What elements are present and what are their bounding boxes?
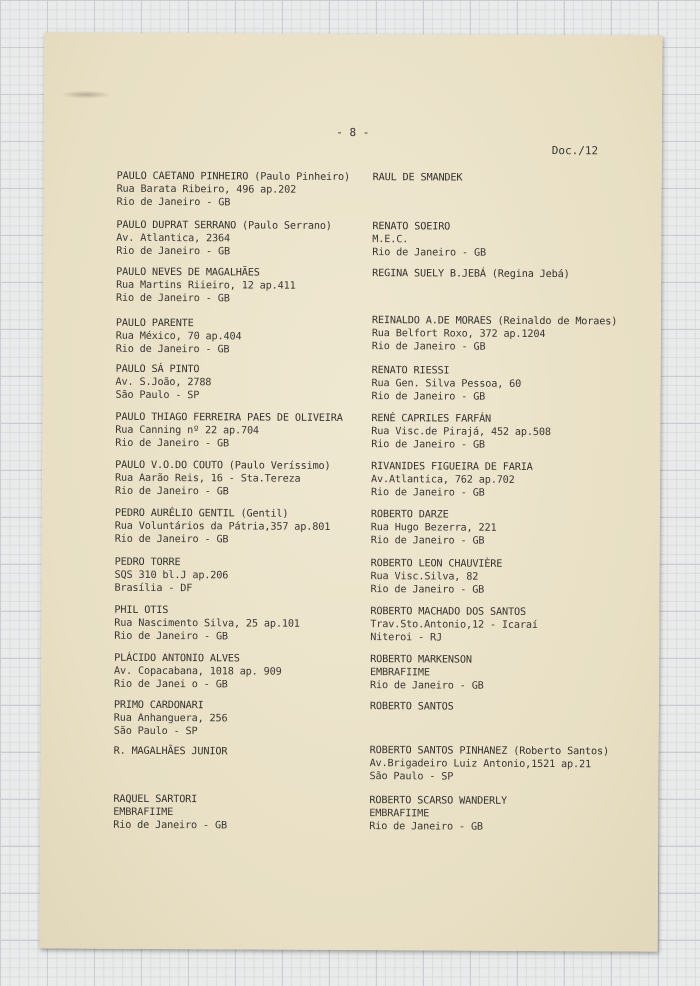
entry-name: PAULO DUPRAT SERRANO (Paulo Serrano) bbox=[116, 219, 332, 232]
entry-address-line: Rio de Janeiro - GB bbox=[114, 534, 229, 546]
directory-entry bbox=[371, 364, 521, 404]
entry-address-line: Rio de Janeiro - GB bbox=[115, 438, 229, 450]
entry-address-line: Rua Gen. Silva Pessoa, 60 bbox=[371, 378, 522, 391]
entry-name: PAULO SÁ PINTO bbox=[115, 363, 200, 376]
entry-address-line: EMBRAFIIME bbox=[113, 806, 174, 819]
directory-entry bbox=[370, 557, 502, 597]
entry-address-line: Rua Barata Ribeiro, 496 ap.202 bbox=[116, 183, 297, 196]
directory-entry bbox=[372, 267, 570, 281]
directory-entry bbox=[115, 459, 331, 500]
entry-name: RIVANIDES FIGUEIRA DE FARIA bbox=[371, 461, 533, 473]
entry-address-line: EMBRAFIIME bbox=[370, 667, 430, 679]
entry-address-line: Rio de Janeiro - GB bbox=[369, 680, 484, 693]
entry-address-line: Rua Voluntários da Pátria,357 ap.801 bbox=[114, 520, 331, 534]
entry-name: PEDRO AURÉLIO GENTIL (Gentil) bbox=[114, 507, 289, 520]
entry-name: ROBERTO MACHADO DOS SANTOS bbox=[370, 606, 526, 618]
entry-name: PHIL OTIS bbox=[114, 604, 169, 617]
entry-name: RENÉ CAPRILES FARFÁN bbox=[371, 413, 492, 425]
directory-entry bbox=[114, 745, 228, 759]
entry-name: ROBERTO SCARSO WANDERLY bbox=[369, 795, 508, 807]
directory-entry bbox=[116, 170, 350, 211]
entry-name: ROBERTO LEON CHAUVIÈRE bbox=[370, 558, 503, 570]
entry-name: PAULO THIAGO FERREIRA PAES DE OLIVEIRA bbox=[115, 411, 343, 424]
entry-address-line: São Paulo - SP bbox=[369, 771, 454, 783]
entry-address-line: Rio de Janeiro - GB bbox=[370, 584, 485, 597]
ink-smudge bbox=[60, 90, 112, 98]
entry-address-line: Rio de Janeiro - GB bbox=[369, 821, 483, 834]
entry-address-line: Rua Visc.Silva, 82 bbox=[370, 571, 479, 583]
entry-name: PRIMO CARDONARI bbox=[113, 699, 204, 712]
directory-entry bbox=[114, 604, 300, 645]
entry-address-line: Rio de Janeiro - GB bbox=[370, 535, 485, 548]
entry-address-line: Trav.Sto.Antonio,12 - Icaraí bbox=[370, 619, 538, 632]
directory-entry bbox=[371, 412, 551, 453]
entry-address-line: Rua Aarão Reis, 16 - Sta.Tereza bbox=[115, 472, 301, 485]
entry-name: RAQUEL SARTORI bbox=[113, 793, 198, 806]
entry-address-line: Rua Visc.de Pirajá, 452 ap.508 bbox=[371, 426, 551, 439]
directory-entry bbox=[114, 652, 282, 692]
entry-address-line: Rua Martins Riieiro, 12 ap.411 bbox=[116, 279, 296, 292]
directory-entry bbox=[116, 219, 332, 260]
entry-address-line: Rio de Janeiro - GB bbox=[372, 247, 486, 260]
entry-address-line: Rio de Janei o - GB bbox=[113, 679, 228, 691]
entry-address-line: Rua Belfort Roxo, 372 ap.1204 bbox=[371, 328, 546, 341]
document-sheet bbox=[40, 32, 663, 951]
directory-entry bbox=[116, 266, 296, 307]
directory-entry bbox=[369, 794, 507, 834]
entry-address-line: Av. S.João, 2788 bbox=[115, 376, 212, 389]
entry-address-line: Rio de Janeiro - GB bbox=[371, 391, 486, 404]
entry-address-line: Rua México, 70 ap.404 bbox=[115, 330, 242, 343]
entry-address-line: Rua Anhanguera, 256 bbox=[113, 712, 228, 725]
entry-address-line: São Paulo - SP bbox=[115, 390, 200, 402]
entry-name: PAULO CAETANO PINHEIRO (Paulo Pinheiro) bbox=[116, 170, 351, 183]
entry-address-line: Rio de Janeiro - GB bbox=[116, 197, 231, 209]
directory-entry bbox=[370, 605, 538, 645]
directory-entry bbox=[116, 317, 242, 357]
entry-name: ROBERTO MARKENSON bbox=[370, 654, 472, 666]
entry-address-line: Rio de Janeiro - GB bbox=[114, 486, 229, 498]
entry-name: REGINA SUELY B.JEBÁ (Regina Jebá) bbox=[372, 268, 570, 281]
entry-address-line: Rio de Janeiro - GB bbox=[371, 439, 485, 452]
entry-address-line: Rua Nascimento Silva, 25 ap.101 bbox=[114, 617, 300, 630]
entry-address-line: SQS 310 bl.J ap.206 bbox=[114, 569, 229, 582]
entry-name: REINALDO A.DE MORAES (Reinaldo de Moraes) bbox=[371, 315, 618, 328]
entry-address-line: EMBRAFIIME bbox=[369, 808, 430, 820]
entry-name: ROBERTO SANTOS bbox=[369, 701, 454, 713]
entry-address-line: Rio de Janeiro - GB bbox=[115, 344, 230, 356]
entry-address-line: Rio de Janeiro - GB bbox=[115, 293, 230, 305]
directory-entry bbox=[369, 744, 609, 785]
entry-address-line: Rio de Janeiro - GB bbox=[113, 820, 227, 832]
entry-address-line: Rio de Janeiro - GB bbox=[114, 631, 228, 643]
entry-name: PAULO PARENTE bbox=[115, 317, 194, 330]
entry-name: ROBERTO SANTOS PINHANEZ (Roberto Santos) bbox=[369, 745, 610, 758]
directory-entry bbox=[113, 793, 227, 833]
directory-entry bbox=[114, 699, 228, 739]
directory-entry bbox=[373, 171, 463, 185]
entry-address-line: M.E.C. bbox=[372, 234, 409, 246]
entry-name: RENATO RIESSI bbox=[371, 365, 450, 377]
entry-address-line: Rua Hugo Bezerra, 221 bbox=[370, 522, 497, 534]
entry-name: RENATO SOEIRO bbox=[372, 221, 451, 233]
entry-address-line: Av.Atlantica, 762 ap.702 bbox=[371, 474, 515, 487]
entry-name: ROBERTO DARZE bbox=[370, 509, 449, 521]
directory-entry bbox=[370, 653, 484, 693]
entry-name: PAULO NEVES DE MAGALHÃES bbox=[116, 266, 260, 279]
directory-entry bbox=[372, 220, 486, 260]
directory-entry bbox=[371, 460, 533, 500]
entry-name: PEDRO TORRE bbox=[114, 556, 181, 569]
entry-name: R. MAGALHÃES JUNIOR bbox=[113, 745, 228, 758]
entry-address-line: São Paulo - SP bbox=[113, 726, 198, 738]
entry-address-line: Rio de Janeiro - GB bbox=[371, 341, 486, 354]
entry-address-line: Rua Canning nº 22 ap.704 bbox=[115, 424, 259, 437]
directory-entry bbox=[115, 507, 331, 548]
entry-name: PAULO V.O.DO COUTO (Paulo Veríssimo) bbox=[115, 459, 331, 472]
entry-address-line: Rio de Janeiro - GB bbox=[116, 246, 230, 258]
directory-entry bbox=[115, 363, 211, 403]
entry-address-line: Av. Atlantica, 2364 bbox=[116, 232, 231, 245]
entry-address-line: Brasília - DF bbox=[114, 583, 193, 595]
directory-entry bbox=[372, 314, 618, 355]
document-reference: Doc./12 bbox=[551, 144, 599, 158]
page-number: - 8 - bbox=[336, 125, 370, 140]
directory-entry bbox=[371, 508, 497, 548]
directory-entry bbox=[115, 411, 343, 452]
entry-address-line: Av. Copacabana, 1018 ap. 909 bbox=[114, 665, 282, 678]
entry-name: RAUL DE SMANDEK bbox=[372, 172, 463, 184]
entry-address-line: Niteroi - RJ bbox=[370, 632, 443, 644]
directory-entry bbox=[114, 556, 228, 596]
entry-address-line: Rio de Janeiro - GB bbox=[370, 487, 485, 500]
directory-entry bbox=[370, 700, 454, 714]
entry-address-line: Av.Brigadeiro Luiz Antonio,1521 ap.21 bbox=[369, 758, 591, 771]
entry-name: PLÁCIDO ANTONIO ALVES bbox=[114, 652, 240, 665]
